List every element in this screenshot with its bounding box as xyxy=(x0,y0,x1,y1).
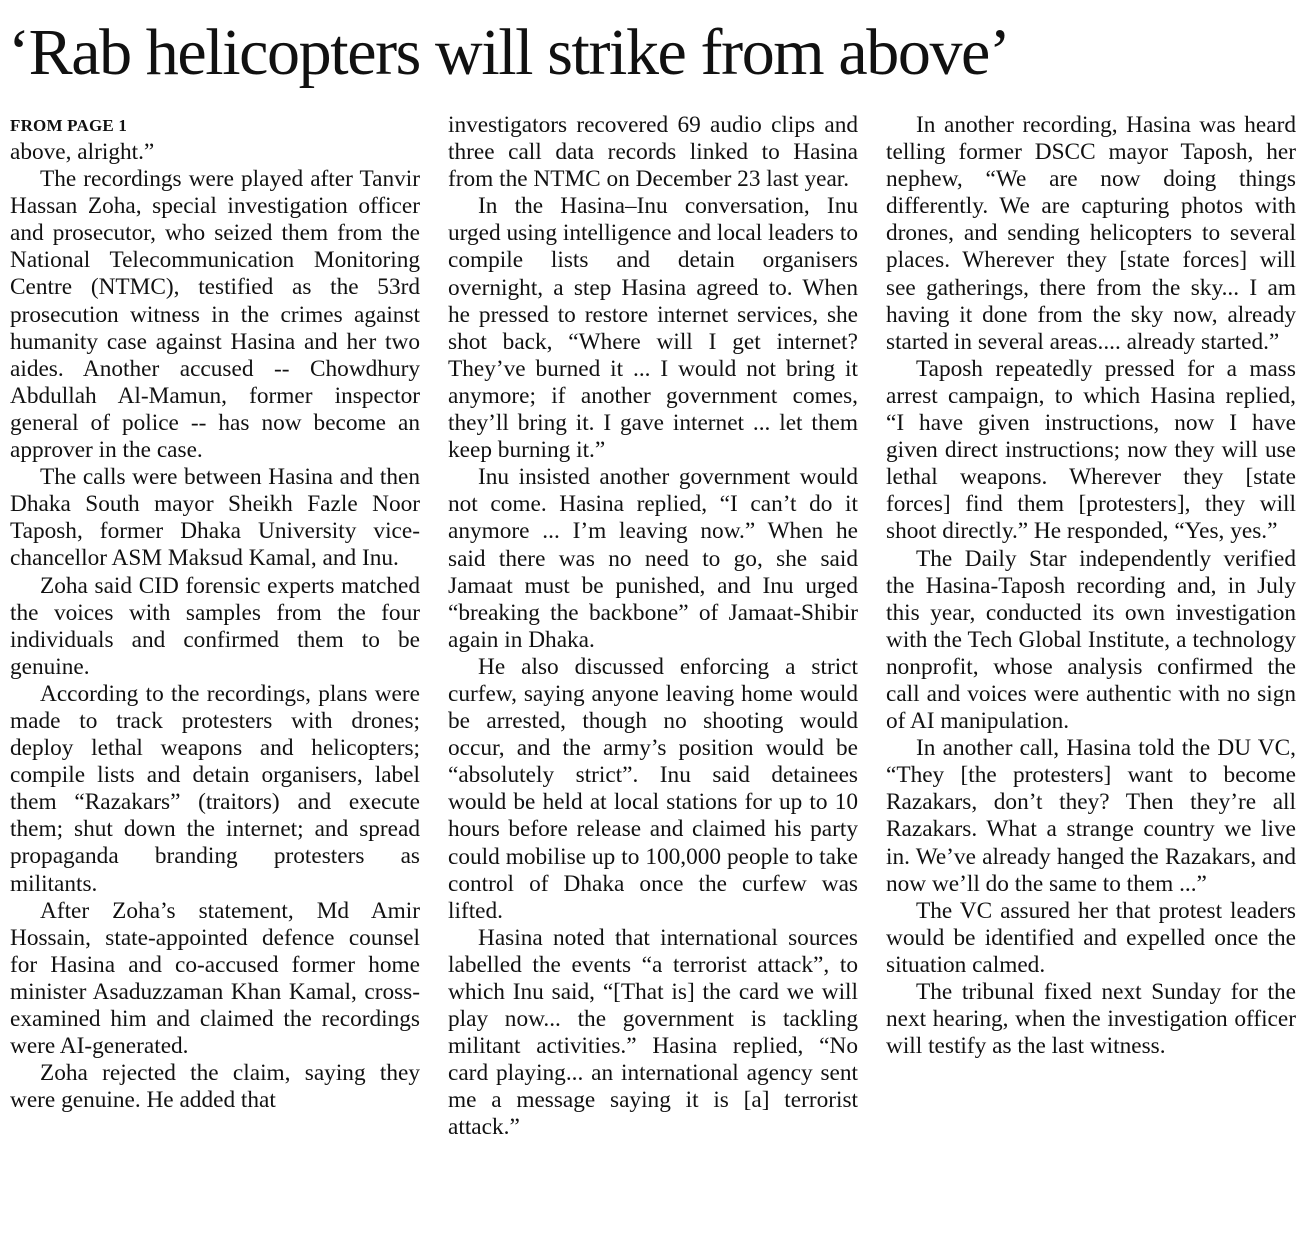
headline: ‘Rab helicopters will strike from above’ xyxy=(8,16,1010,89)
paragraph: The recordings were played after Tanvir Hassan Zoha, special investigation officer and prosecutor, who seized them from the National Telecommunication Monitoring Centre (NTMC), testified as the 53rd prosecution witness in the crimes against humanity case against Hasina and her two aides. Another accused -- Chowdhury Abdullah Al-Mamun, former inspector general of police -- has now become an approver in the case. xyxy=(10,166,420,464)
kicker-from-page: FROM PAGE 1 xyxy=(10,116,128,135)
paragraph: The Daily Star independently verified the Hasina-Taposh recording and, in July this year, conducted its own investigation with the Tech Global Institute, a technology nonprofit, whose analysis confirmed the call and voices were authentic with no sign of AI manipulation. xyxy=(886,545,1296,735)
article-column-1 xyxy=(10,112,420,1114)
article-column-3 xyxy=(886,112,1296,1060)
paragraph: Hasina noted that international sources labelled the events “a terrorist attack”, to which Inu said, “[That is] the card we will play now... the government is tackling militant activities.” Hasina replied, “No card playing... an international agency sent me a message saying it is [a] terrorist attack.” xyxy=(448,924,858,1141)
paragraph: The tribunal fixed next Sunday for the next hearing, when the investigation officer will testify as the last witness. xyxy=(886,979,1296,1060)
paragraph: above, alright.” xyxy=(10,139,155,165)
paragraph: The calls were between Hasina and then Dhaka South mayor Sheikh Fazle Noor Taposh, former Dhaka University vice-chancellor ASM Maksud Kamal, and Inu. xyxy=(10,464,420,572)
paragraph: In another call, Hasina told the DU VC, “They [the protesters] want to become Razakars, don’t they? Then they’re all Razakars. What a strange country we live in. We’ve already hanged the Razakars, and now we’ll do the same to them ...” xyxy=(886,735,1296,897)
paragraph: Zoha rejected the claim, saying they were genuine. He added that xyxy=(10,1060,420,1114)
article-column-2 xyxy=(448,112,858,1142)
paragraph: Taposh repeatedly pressed for a mass arrest campaign, to which Hasina replied, “I have given instructions, now I have given direct instructions; now they will use lethal weapons. Wherever they [state forces] find them [protesters], they will shoot directly.” He responded, “Yes, yes.” xyxy=(886,355,1296,545)
paragraph: Zoha said CID forensic experts matched the voices with samples from the four individuals and confirmed them to be genuine. xyxy=(10,572,420,680)
paragraph: Inu insisted another government would not come. Hasina replied, “I can’t do it anymore ... I’m leaving now.” When he said there was no need to go, she said Jamaat must be punished, and Inu urged “breaking the backbone” of Jamaat-Shibir again in Dhaka. xyxy=(448,464,858,653)
paragraph: investigators recovered 69 audio clips and three call data records linked to Hasina from the NTMC on December 23 last year. xyxy=(448,112,858,193)
paragraph: In the Hasina–Inu conversation, Inu urged using intelligence and local leaders to compile lists and detain organisers overnight, a step Hasina agreed to. When he pressed to restore internet services, she shot back, “Where will I get internet? They’ve burned it ... I would not bring it anymore; if another government comes, they’ll bring it. I gave internet ... let them keep burning it.” xyxy=(448,193,858,464)
paragraph: The VC assured her that protest leaders would be identified and expelled once the situation calmed. xyxy=(886,897,1296,978)
paragraph: In another recording, Hasina was heard telling former DSCC mayor Taposh, her nephew, “We are now doing things differently. We are capturing photos with drones, and sending helicopters to several places. Wherever they [state forces] will see gatherings, there from the sky... I am having it done from the sky now, already started in several areas.... already started.” xyxy=(886,112,1296,355)
paragraph: According to the recordings, plans were made to track protesters with drones; deploy lethal weapons and helicopters; compile lists and detain organisers, label them “Razakars” (traitors) and execute them; shut down the internet; and spread propaganda branding protesters as militants. xyxy=(10,680,420,897)
paragraph: He also discussed enforcing a strict curfew, saying anyone leaving home would be arrested, though no shooting would occur, and the army’s position would be “absolutely strict”. Inu said detainees would be held at local stations for up to 10 hours before release and claimed his party could mobilise up to 100,000 people to take control of Dhaka once the curfew was lifted. xyxy=(448,653,858,924)
paragraph: After Zoha’s statement, Md Amir Hossain, state-appointed defence counsel for Hasina and co-accused former home minister Asaduzzaman Khan Kamal, cross-examined him and claimed the recordings were AI-generated. xyxy=(10,897,420,1060)
